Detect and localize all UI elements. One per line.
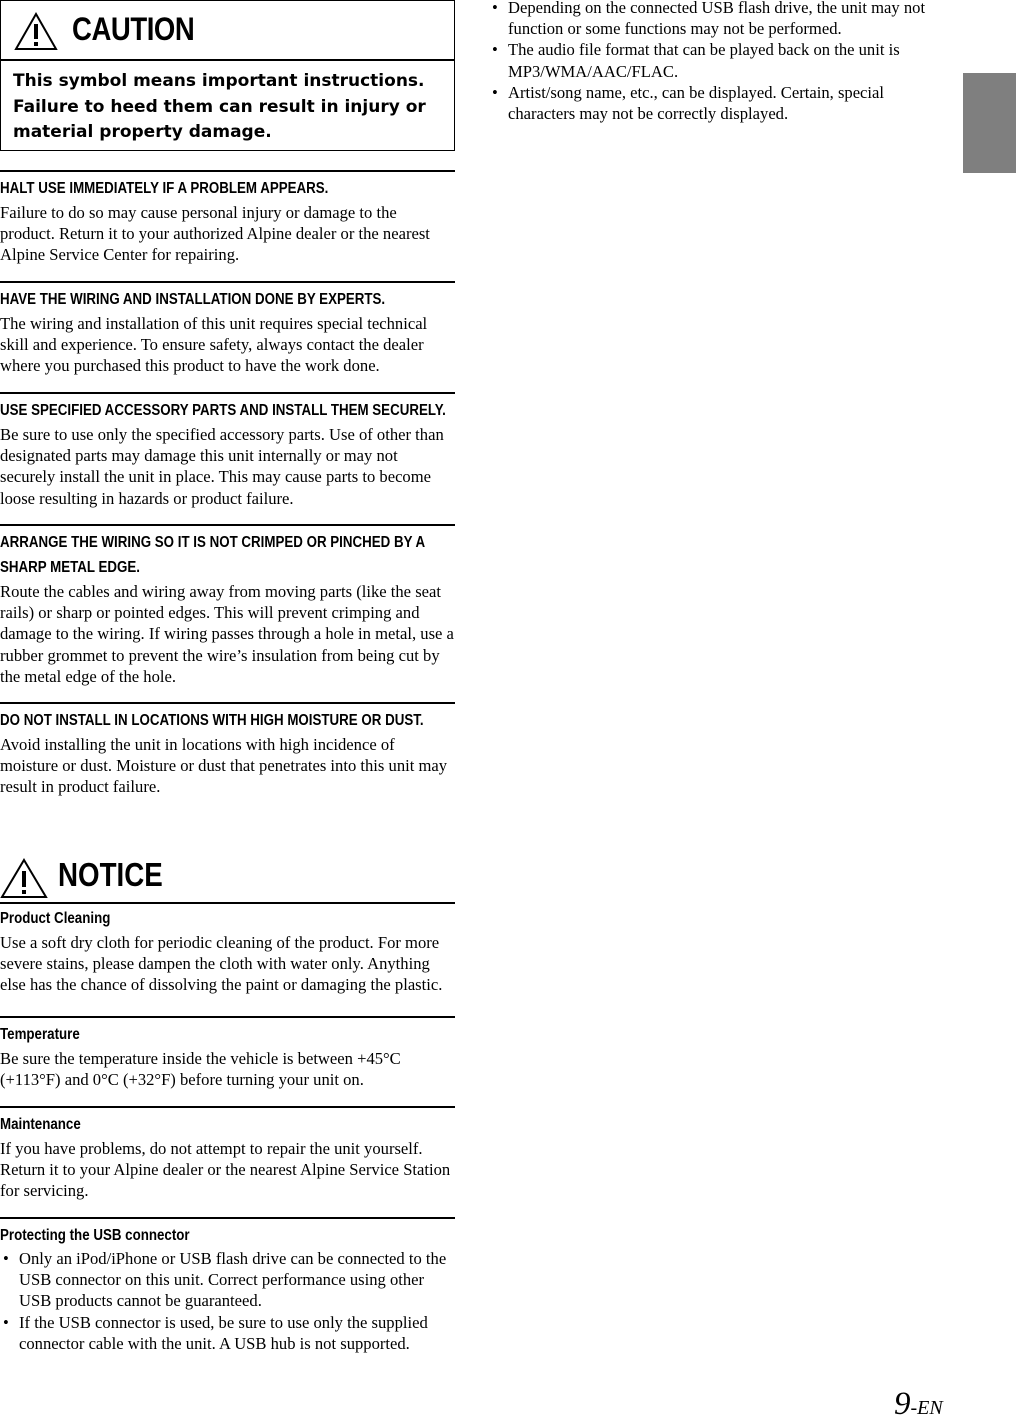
list-item-text: Depending on the connected USB flash drive, the unit may not function or some functions may not be performed. [508,0,926,39]
section-body: If you have problems, do not attempt to repair the unit yourself. Return it to your Alpine dealer or the nearest Alpine Service Station for servicing. [0,1139,451,1201]
notice-section [0,1016,455,1090]
section-body: Be sure to use only the specified accessory parts. Use of other than designated parts may damage this unit internally or may not securely install the unit in place. This may cause parts to become loose resulting in hazards or product failure. [0,425,444,508]
list-item [489,39,949,81]
caution-section [0,524,455,687]
section-heading: HAVE THE WIRING AND INSTALLATION DONE BY EXPERTS. [0,291,386,308]
page-number [894,1386,943,1423]
caution-header [1,1,454,61]
list-item [0,1248,455,1312]
section-heading: Maintenance [0,1116,81,1133]
list-item [489,0,949,39]
list-item-text: The audio file format that can be played back on the unit is MP3/WMA/AAC/FLAC. [508,40,900,81]
section-body: Be sure the temperature inside the vehicle is between +45°C (+113°F) and 0°C (+32°F) before turning your unit on. [0,1049,401,1090]
bullet-icon: • [3,1249,9,1268]
section-heading: Product Cleaning [0,910,111,927]
section-heading: ARRANGE THE WIRING SO IT IS NOT CRIMPED OR PINCHED BY A SHARP METAL EDGE. [0,534,425,576]
bullet-icon: • [492,40,498,60]
caution-section [0,702,455,798]
notice-header [0,852,455,904]
section-heading: USE SPECIFIED ACCESSORY PARTS AND INSTALL THEM SECURELY. [0,402,446,419]
section-body: Route the cables and wiring away from moving parts (like the seat rails) or sharp or pointed edges. This will prevent crimping and damage to the wiring. If wiring passes through a hole in metal, use a rubber grommet to prevent the wire’s insulation from being cut by the metal edge of the hole. [0,582,454,686]
list-item-text: Only an iPod/iPhone or USB flash drive can be connected to the USB connector on this unit. Correct performance using other USB products cannot be guaranteed. [19,1249,447,1311]
section-heading: HALT USE IMMEDIATELY IF A PROBLEM APPEARS. [0,180,329,197]
list-item-text: If the USB connector is used, be sure to use only the supplied connector cable with the unit. A USB hub is not supported. [19,1312,428,1353]
caution-box [0,0,455,151]
bullet-list [0,1248,455,1354]
page-number-suffix: -EN [910,1397,943,1419]
section-body: Failure to do so may cause personal injury or damage to the product. Return it to your authorized Alpine dealer or the nearest Alpine Service Center for repairing. [0,203,430,265]
section-body: Avoid installing the unit in locations with high incidence of moisture or dust. Moisture or dust that penetrates into this unit may result in product failure. [0,735,448,797]
list-item [0,1312,455,1354]
bullet-icon: • [492,82,498,102]
section-heading: Temperature [0,1026,80,1043]
notice-section [0,1217,455,1354]
caution-description: This symbol means important instructions. Failure to heed them can result in injury or material property damage. [13,71,426,142]
notice-section [0,1106,455,1202]
section-tab-marker [963,73,1016,173]
warning-triangle-icon [0,857,48,899]
caution-section [0,392,455,509]
section-body: The wiring and installation of this unit requires special technical skill and experience. To ensure safety, always contact the dealer where you purchased this product to have the work done. [0,314,428,376]
bullet-list [489,0,949,124]
list-item-text: Artist/song name, etc., can be displayed. Certain, special characters may not be correctly displayed. [508,82,885,124]
section-heading: Protecting the USB connector [0,1227,190,1244]
bullet-icon: • [3,1312,9,1332]
list-item [489,82,949,124]
caution-section [0,281,455,377]
right-column [489,0,949,124]
page-number-value: 9 [894,1386,911,1422]
warning-triangle-icon [14,11,58,51]
bullet-icon: • [492,0,498,17]
caution-title: CAUTION [72,11,195,47]
section-heading: DO NOT INSTALL IN LOCATIONS WITH HIGH MOISTURE OR DUST. [0,712,424,729]
notice-title: NOTICE [58,856,163,893]
section-body: Use a soft dry cloth for periodic cleaning of the product. For more severe stains, please dampen the cloth with water only. Anything else has the chance of dissolving the paint or damaging the plastic. [0,933,443,995]
notice-section [0,902,455,996]
caution-section [0,170,455,266]
